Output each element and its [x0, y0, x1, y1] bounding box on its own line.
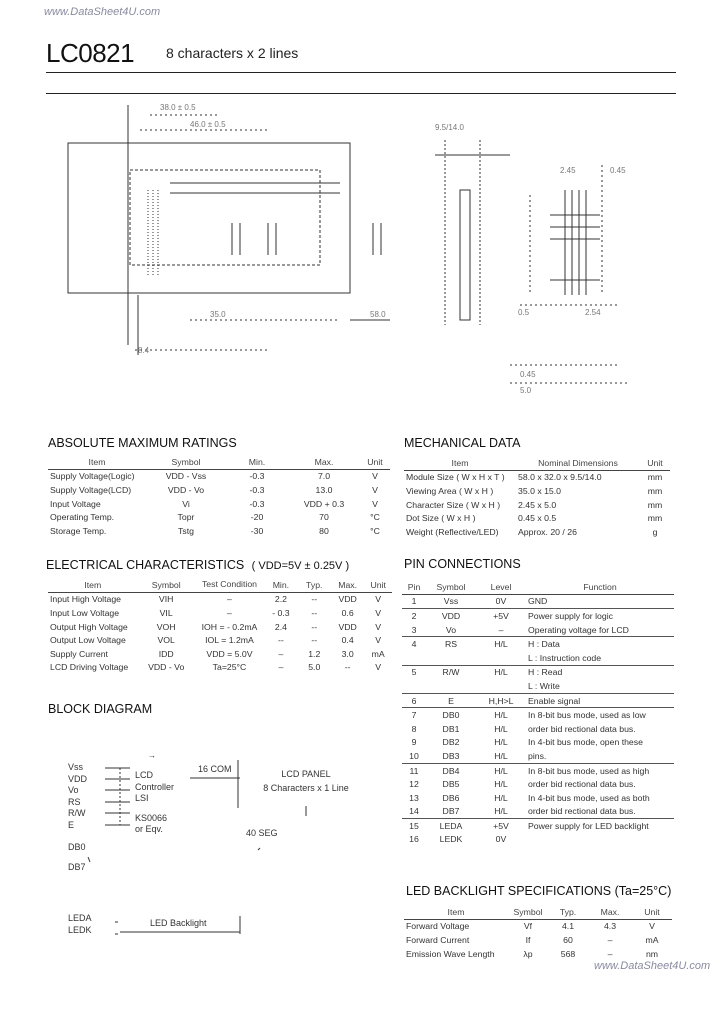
elec-heading: [46, 558, 349, 572]
col-header: Min.: [226, 455, 288, 469]
col-header: Max.: [288, 455, 360, 469]
dim-label: 0.45: [520, 370, 536, 379]
pin-label: Vss: [68, 762, 84, 772]
table-row: Forward Current If 60 – mA: [406, 934, 659, 945]
pin-label: E: [68, 819, 75, 830]
dim-label: 2.45: [560, 166, 576, 175]
table-row: Input Low Voltage VIL – - 0.3 -- 0.6 V: [50, 607, 382, 618]
col-header: Unit: [640, 456, 670, 470]
abs-max-table: [48, 455, 390, 538]
table-row: L : Write: [528, 680, 560, 691]
col-header: Symbol: [426, 580, 476, 594]
table-row: 13 DB6 H/L In 4-bit bus mode, used as both: [409, 792, 650, 803]
dim-label: 2.54: [585, 308, 601, 317]
table-row: 4 RS H/L H : Data: [402, 637, 674, 651]
table-row: 6 E H,H>L Enable signal: [402, 693, 674, 708]
controller-label: or Eqv.: [135, 824, 163, 834]
col-header: Function: [526, 580, 674, 594]
elec-heading-text: ELECTRICAL CHARACTERISTICS: [46, 558, 245, 572]
pin-label: LEDA: [68, 913, 92, 923]
table-row: Supply Voltage(LCD) VDD - Vo -0.3 13.0 V: [50, 484, 378, 495]
table-row: Weight (Reflective/LED) Approx. 20 / 26 g: [406, 526, 658, 537]
title-rule-top: [46, 72, 676, 73]
col-header: Item: [404, 456, 516, 470]
pin-label: RS: [68, 796, 81, 807]
table-row: L : Instruction code: [528, 652, 602, 663]
mech-table: [404, 456, 670, 539]
backlight-label: LED Backlight: [150, 918, 207, 928]
table-row: 9 DB2 H/L In 4-bit bus mode, open these: [411, 737, 643, 748]
module-outline: [68, 143, 350, 293]
dim-label: 38.0 ± 0.5: [160, 103, 196, 112]
panel-label: 8 Characters x 1 Line: [263, 783, 349, 793]
col-header: Max.: [331, 578, 364, 592]
controller-label: Controller: [135, 781, 175, 792]
col-header: Level: [476, 580, 526, 594]
table-row: 11 DB4 H/L In 8-bit bus mode, used as high: [402, 763, 674, 777]
col-header: Max.: [588, 905, 632, 919]
table-row: 8 DB1 H/L order bid rectional data bus.: [411, 723, 636, 734]
table-row: 16 LEDK 0V: [409, 834, 507, 845]
table-row: Input Voltage Vi -0.3 VDD + 0.3 V: [50, 498, 378, 509]
table-row: Output High Voltage VOH IOH = - 0.2mA 2.4 -- VDD V: [50, 621, 382, 632]
col-header: Unit: [360, 455, 390, 469]
controller-label: KS0066: [135, 812, 168, 823]
abs-max-heading: ABSOLUTE MAXIMUM RATINGS: [48, 436, 237, 450]
table-row: 10 DB3 H/L pins.: [409, 750, 547, 761]
table-row: 2 VDD +5V Power supply for logic: [402, 609, 674, 623]
col-header: Nominal Dimensions: [516, 456, 640, 470]
col-header: Symbol: [146, 455, 226, 469]
col-header: Test Condition: [195, 578, 264, 592]
col-header: Pin: [402, 580, 426, 594]
col-header: Symbol: [138, 578, 195, 592]
dim-label: 46.0 ± 0.5: [190, 120, 226, 129]
dim-label: 5.0: [520, 386, 532, 395]
col-header: Unit: [364, 578, 392, 592]
watermark-top[interactable]: www.DataSheet4U.com: [44, 6, 161, 18]
col-header: Typ.: [548, 905, 588, 919]
pin-label: DB7: [68, 862, 86, 872]
pin-label: DB0: [68, 842, 86, 852]
side-view: [460, 190, 470, 320]
page-title: LC0821: [46, 38, 135, 68]
col-header: Item: [48, 578, 138, 592]
table-row: Supply Voltage(Logic) VDD - Vss -0.3 7.0 V: [50, 471, 378, 482]
seg-label: 40 SEG: [246, 828, 278, 838]
dim-label: 8.4: [138, 346, 150, 355]
pin-label: VDD: [68, 773, 88, 784]
col-header: Item: [48, 455, 146, 469]
elec-condition: ( VDD=5V ± 0.25V ): [251, 560, 350, 572]
character-detail-grid: [520, 165, 620, 305]
title-rule-bottom: [46, 93, 676, 94]
col-header: Min.: [264, 578, 297, 592]
block-heading: BLOCK DIAGRAM: [48, 702, 153, 716]
dim-label: 9.5/14.0: [435, 123, 464, 132]
table-row: 5 R/W H/L H : Read: [402, 665, 674, 679]
pin-label: R/W: [68, 808, 86, 818]
table-row: 14 DB7 H/L order bid rectional data bus.: [409, 806, 636, 817]
elec-table: [48, 578, 392, 674]
table-row: Character Size ( W x H ) 2.45 x 5.0 mm: [406, 499, 663, 510]
table-row: Forward Voltage Vf 4.1 4.3 V: [406, 921, 655, 932]
pin-label: Vo: [68, 785, 79, 795]
table-row: Module Size ( W x H x T ) 58.0 x 32.0 x 9.5/14.0 mm: [406, 472, 663, 483]
controller-label: LSI: [135, 793, 149, 803]
page-subtitle: 8 characters x 2 lines: [166, 45, 299, 61]
table-row: Emission Wave Length λp 568 – nm: [406, 948, 659, 959]
table-row: Supply Current IDD VDD = 5.0V – 1.2 3.0 mA: [50, 648, 385, 659]
dim-label: 58.0: [370, 310, 386, 319]
table-row: Storage Temp. Tstg -30 80 °C: [50, 525, 380, 536]
table-row: LCD Driving Voltage VDD - Vo Ta=25°C – 5.0 -- V: [50, 662, 382, 673]
pin-label: LEDK: [68, 925, 92, 935]
table-row: 1 Vss 0V GND: [411, 596, 548, 607]
watermark-bottom[interactable]: www.DataSheet4U.com: [594, 960, 711, 972]
table-row: Input High Voltage VIH – 2.2 -- VDD V: [50, 594, 382, 605]
led-table: [404, 905, 672, 960]
table-row: 12 DB5 H/L order bid rectional data bus.: [409, 779, 636, 790]
table-row: 15 LEDA +5V Power supply for LED backlight: [402, 819, 674, 833]
mech-heading: MECHANICAL DATA: [404, 436, 521, 450]
table-row: Viewing Area ( W x H ) 35.0 x 15.0 mm: [406, 485, 663, 496]
controller-label: LCD: [135, 770, 154, 780]
col-header: Unit: [632, 905, 672, 919]
dim-label: 0.5: [518, 308, 530, 317]
block-diagram-lines: [60, 750, 390, 950]
col-header: Typ.: [298, 578, 331, 592]
com-label: 16 COM: [198, 764, 232, 774]
led-heading: LED BACKLIGHT SPECIFICATIONS (Ta=25°C): [406, 884, 672, 898]
panel-label: LCD PANEL: [281, 769, 331, 779]
table-row: Operating Temp. Topr -20 70 °C: [50, 512, 380, 523]
table-row: Dot Size ( W x H ) 0.45 x 0.5 mm: [406, 513, 663, 524]
dim-label: 0.45: [610, 166, 626, 175]
table-row: 7 DB0 H/L In 8-bit bus mode, used as low: [402, 708, 674, 722]
dim-label: 35.0: [210, 310, 226, 319]
table-row: 3 Vo – Operating voltage for LCD: [411, 624, 629, 635]
pins-heading: PIN CONNECTIONS: [404, 557, 521, 571]
pins-table: [402, 580, 674, 846]
col-header: Item: [404, 905, 508, 919]
table-row: Output Low Voltage VOL IOL = 1.2mA -- -- 0.4 V: [50, 635, 382, 646]
outline-drawing: [40, 95, 680, 405]
col-header: Symbol: [508, 905, 548, 919]
arrow-icon: →: [148, 751, 156, 760]
